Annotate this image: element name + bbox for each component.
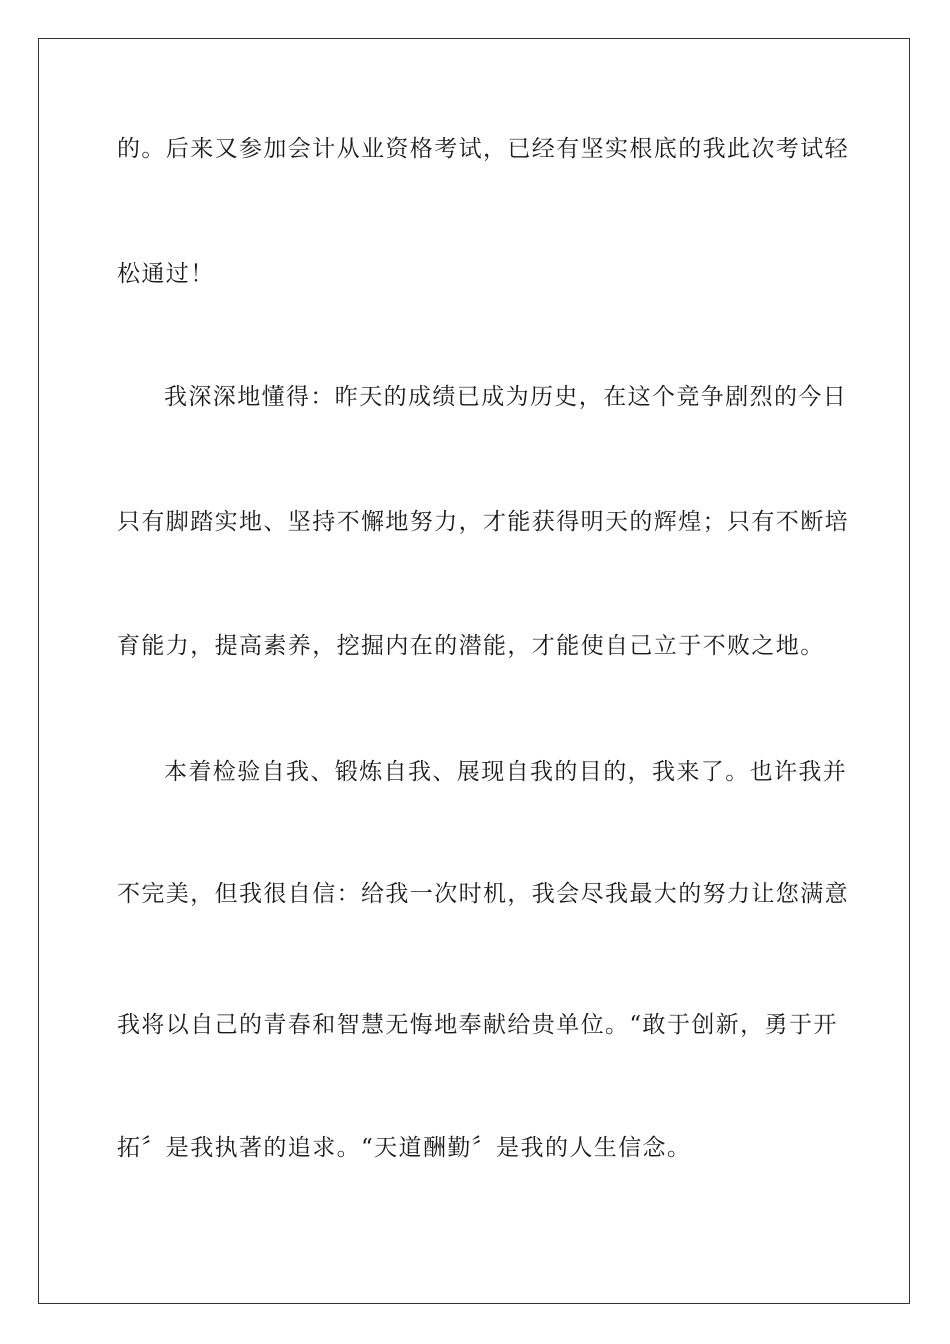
text-line-9: 拓〞是我执著的追求。“天道酬勤〞是我的人生信念。: [117, 1135, 692, 1161]
text-line-3: 我深深地懂得：昨天的成绩已成为历史，在这个竞争剧烈的今日: [164, 384, 848, 410]
text-line-6: 本着检验自我、锻炼自我、展现自我的目的，我来了。也许我并: [164, 759, 848, 785]
text-line-8: 我将以自己的青春和智慧无悔地奉献给贵单位。“敢于创新，勇于开: [117, 1012, 838, 1038]
text-line-1: 的。后来又参加会计从业资格考试，已经有坚实根底的我此次考试轻: [117, 136, 849, 162]
text-line-7: 不完美，但我很自信：给我一次时机，我会尽我最大的努力让您满意: [117, 881, 849, 907]
page-border: [38, 38, 910, 1304]
text-line-4: 只有脚踏实地、坚持不懈地努力，才能获得明天的辉煌；只有不断培: [117, 509, 849, 535]
text-line-2: 松通过！: [117, 261, 215, 287]
text-line-5: 育能力，提高素养，挖掘内在的潜能，才能使自己立于不败之地。: [117, 633, 825, 659]
